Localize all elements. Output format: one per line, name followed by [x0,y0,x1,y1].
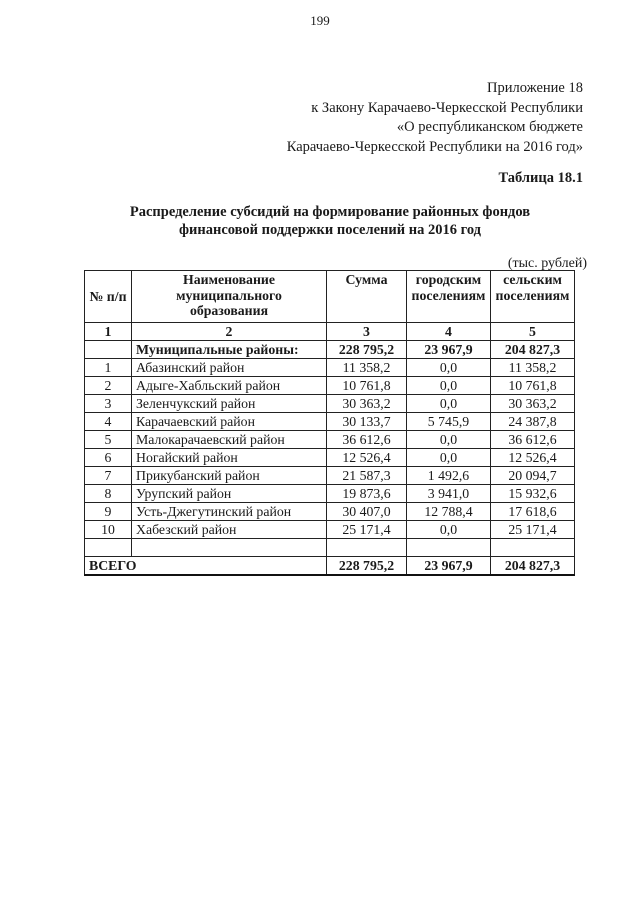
table-row [85,449,575,467]
grand-total-rural: 204 827,3 [491,557,575,576]
header-rural-line: поселениям [495,287,570,303]
table-label: Таблица 18.1 [498,170,583,186]
header-num: № п/п [85,271,132,323]
row-rural: 11 358,2 [491,359,575,377]
table-row [85,485,575,503]
district-rows [85,359,575,539]
municipal-total-row [85,341,575,359]
table-row [85,377,575,395]
row-urban: 0,0 [407,449,491,467]
empty-cell [327,539,407,557]
row-rural: 10 761,8 [491,377,575,395]
row-number: 3 [85,395,132,413]
header-urban-line: поселениям [411,287,486,303]
row-urban: 0,0 [407,395,491,413]
empty-cell [85,539,132,557]
row-number: 7 [85,467,132,485]
row-sum: 19 873,6 [327,485,407,503]
row-sum: 12 526,4 [327,449,407,467]
row-rural: 24 387,8 [491,413,575,431]
empty-cell [132,539,327,557]
row-district-name: Ногайский район [132,449,327,467]
row-sum: 36 612,6 [327,431,407,449]
table-row [85,467,575,485]
row-rural: 17 618,6 [491,503,575,521]
title-line: финансовой поддержки поселений на 2016 год [179,222,481,238]
column-index-row [85,323,575,341]
column-index: 5 [491,323,575,341]
header-name-line: образования [189,303,269,318]
row-sum: 21 587,3 [327,467,407,485]
row-urban: 0,0 [407,359,491,377]
municipal-total-label: Муниципальные районы: [132,341,327,359]
municipal-total-rural: 204 827,3 [491,341,575,359]
row-number: 2 [85,377,132,395]
row-rural: 25 171,4 [491,521,575,539]
header-urban-line: городским [415,272,482,287]
row-rural: 15 932,6 [491,485,575,503]
header-rural-line: сельским [503,272,562,287]
header-sum: Сумма [327,271,407,323]
column-index: 2 [132,323,327,341]
row-number: 1 [85,359,132,377]
row-urban: 0,0 [407,431,491,449]
row-urban: 5 745,9 [407,413,491,431]
column-index: 3 [327,323,407,341]
row-rural: 36 612,6 [491,431,575,449]
grand-total-row [85,557,575,576]
row-district-name: Прикубанский район [132,467,327,485]
row-district-name: Зеленчукский район [132,395,327,413]
title-line: Распределение субсидий на формирование районных фондов [129,204,531,220]
table-row [85,413,575,431]
row-sum: 10 761,8 [327,377,407,395]
table-header-row [85,271,575,323]
empty-cell [85,341,132,359]
row-number: 10 [85,521,132,539]
table-row [85,521,575,539]
empty-cell [491,539,575,557]
row-district-name: Хабезский район [132,521,327,539]
appendix-line: «О республиканском бюджете [396,119,583,135]
column-index: 4 [407,323,491,341]
document-title [60,203,600,239]
row-rural: 20 094,7 [491,467,575,485]
row-rural: 30 363,2 [491,395,575,413]
row-urban: 0,0 [407,377,491,395]
row-sum: 25 171,4 [327,521,407,539]
row-number: 6 [85,449,132,467]
grand-total-sum: 228 795,2 [327,557,407,576]
row-number: 4 [85,413,132,431]
table-row [85,431,575,449]
grand-total-urban: 23 967,9 [407,557,491,576]
row-number: 8 [85,485,132,503]
header-name-line: Наименование [183,272,275,287]
empty-row [85,539,575,557]
units-note: (тыс. рублей) [507,256,587,271]
row-number: 5 [85,431,132,449]
table-row [85,395,575,413]
appendix-line: Карачаево-Черкесской Республики на 2016 год» [286,138,583,155]
row-district-name: Малокарачаевский район [132,431,327,449]
row-sum: 30 407,0 [327,503,407,521]
row-district-name: Абазинский район [132,359,327,377]
header-rural [491,271,575,323]
row-urban: 3 941,0 [407,485,491,503]
grand-total-label: ВСЕГО [85,557,327,576]
row-urban: 1 492,6 [407,467,491,485]
header-name [132,271,327,323]
row-district-name: Урупский район [132,485,327,503]
row-district-name: Карачаевский район [132,413,327,431]
row-sum: 11 358,2 [327,359,407,377]
row-number: 9 [85,503,132,521]
municipal-total-sum: 228 795,2 [327,341,407,359]
row-sum: 30 133,7 [327,413,407,431]
subsidies-table [84,270,575,576]
column-index: 1 [85,323,132,341]
row-district-name: Усть-Джегутинский район [132,503,327,521]
table-row [85,359,575,377]
page-number: 199 [310,13,330,28]
appendix-line: Приложение 18 [487,80,583,96]
row-sum: 30 363,2 [327,395,407,413]
row-urban: 0,0 [407,521,491,539]
row-rural: 12 526,4 [491,449,575,467]
appendix-line: к Закону Карачаево-Черкесской Республики [311,99,583,116]
row-district-name: Адыге-Хабльский район [132,377,327,395]
empty-cell [407,539,491,557]
table-row [85,503,575,521]
header-urban [407,271,491,323]
municipal-total-urban: 23 967,9 [407,341,491,359]
header-name-line: муниципального [176,287,282,303]
row-urban: 12 788,4 [407,503,491,521]
appendix-reference [287,79,583,157]
